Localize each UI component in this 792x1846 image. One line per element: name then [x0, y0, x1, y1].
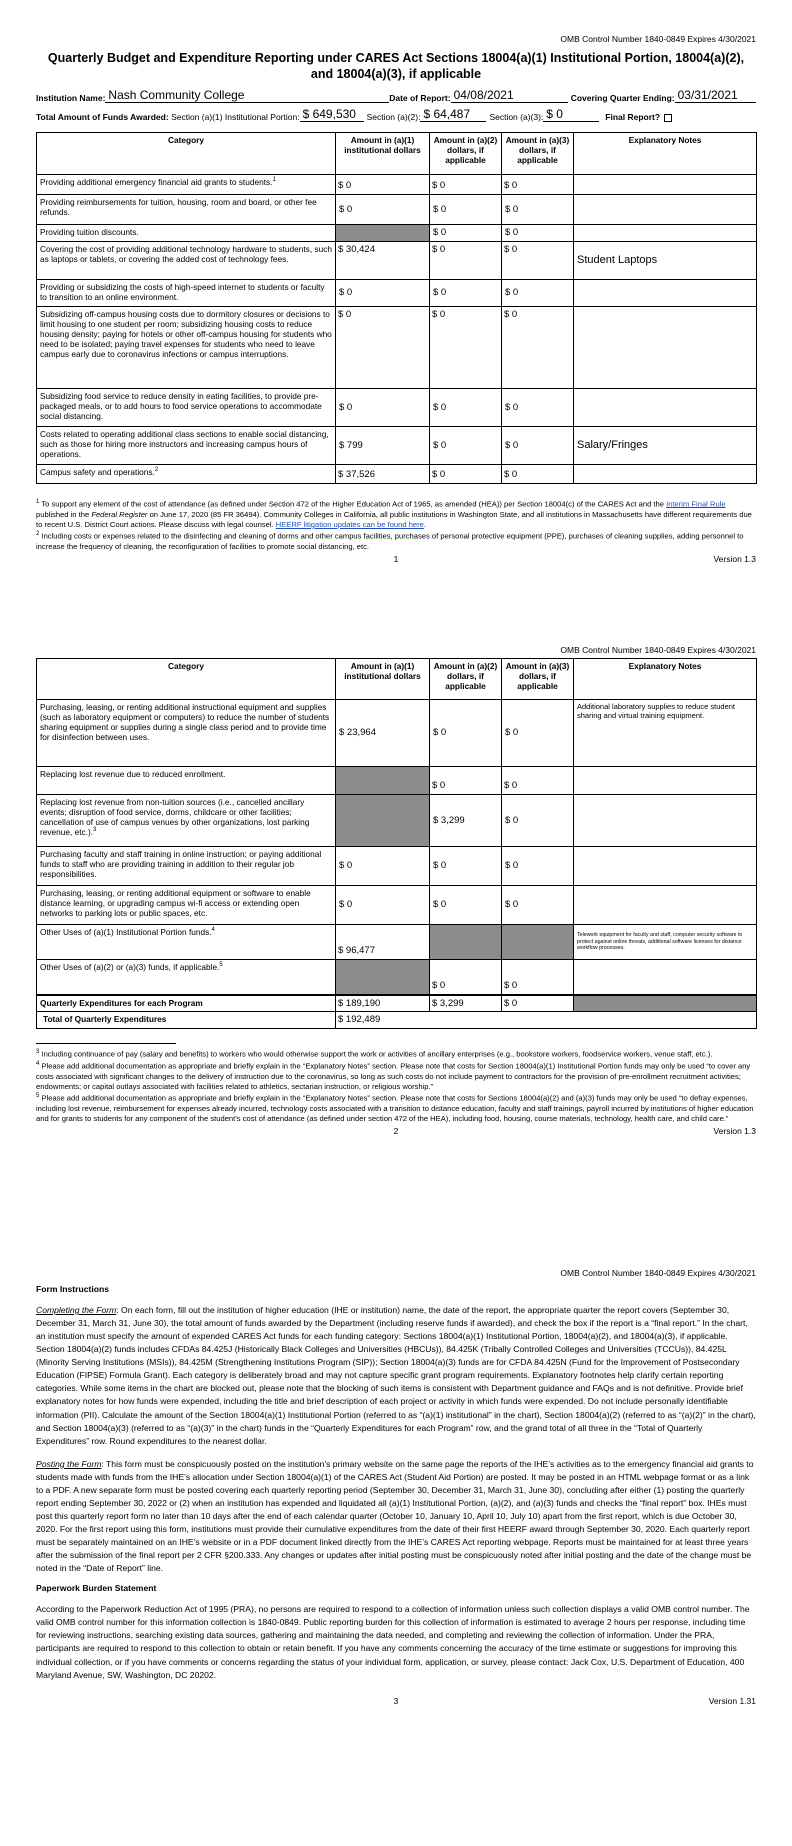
- table-row: [37, 224, 757, 241]
- program-total-a3: $ 0: [502, 995, 574, 1012]
- col-category: Category: [37, 659, 336, 700]
- a2-awarded-field[interactable]: $ 64,487: [420, 108, 486, 122]
- quarter-label: Covering Quarter Ending:: [570, 92, 675, 103]
- row-a2: $ 3,299: [430, 795, 502, 847]
- posting-form-paragraph: Posting the Form: This form must be conspicuously posted on the institution’s primary website on the same page the reports of the IHE’s activities as to the emergency financial aid grants to students made with funds from the IHE’s allocation under Section 18004(a)(1) of the CARES Act (Student Aid Portion) are posted. It may be posted in an HTML webpage format or as a link to a PDF. A new separate form must be posted covering each quarterly reporting period (September 30, December 31, March 31, June 30), concluding after either (1) posting the quarterly report ending September 30, 2022 or (2) when an institution has expended and liquidated all (a)(1) Institutional Portion, (a)(2), and (a)(3) funds and checks the “final report” box. IHEs must post this quarterly report form no later than 10 days after the end of each calendar quarter (October 10, January 10, April 10, July 10) apart from the first report, which is due October 30, 2020. For the first report using this form, institutions must provide their cumulative expenditures from the date of their first HEERF award through September 30, 2020. Each quarterly report must be separately maintained on an IHE’s website or in a PDF document linked directly from the IHE’s CARES Act reporting webpage. Reports must be maintained for at least three years after the submission of the final report per 2 CFR §200.333. Any changes or updates after initial posting must be conspicuously noted after initial posting and the date of the change must be noted in the “Date of Report” line.: [36, 1458, 754, 1574]
- row-category: Purchasing, leasing, or renting additional equipment or software to enable distance learning, or upgrading campus wi-fi access or extending open networks to parking lots or public spaces, etc.: [37, 886, 336, 925]
- row-a3: $ 0: [502, 306, 574, 388]
- row-category: Campus safety and operations.$^2$: [37, 464, 336, 483]
- institution-row: [36, 89, 756, 103]
- row-a3: $ 0: [502, 847, 574, 886]
- page1-footer: [36, 554, 756, 568]
- page-1: [0, 0, 792, 590]
- row-a2-blocked: [430, 925, 502, 960]
- expenditure-table-page2: [36, 658, 757, 1029]
- row-a3: $ 0: [502, 886, 574, 925]
- row-a2: $ 0: [430, 960, 502, 995]
- row-a2: $ 0: [430, 426, 502, 464]
- row-category: Replacing lost revenue due to reduced enrollment.: [37, 767, 336, 795]
- program-total-label: Quarterly Expenditures for each Program: [37, 995, 336, 1012]
- row-category: Covering the cost of providing additional technology hardware to students, such as laptops or tablets, or covering the added cost of technology fees.: [37, 241, 336, 279]
- page-number: 2: [393, 1126, 399, 1137]
- row-category: Subsidizing food service to reduce density in eating facilities, to provide pre-packaged meals, or to add hours to food service operations to accommodate social distancing.: [37, 388, 336, 426]
- row-a3: $ 0: [502, 795, 574, 847]
- row-note: Salary/Fringes: [574, 426, 757, 464]
- row-note: [574, 306, 757, 388]
- table-row: [37, 886, 757, 925]
- form-title: Quarterly Budget and Expenditure Reporting under CARES Act Sections 18004(a)(1) Institutional Portion, 18004(a)(2), and 18004(a)(3), if applicable: [47, 51, 745, 82]
- footnote-1: $^1$ To support any element of the cost of attendance (as defined under Section 472 of the Higher Education Act of 1965, as amended (HEA)) per Section 18004(c) of the CARES Act and the Interim Final Rule published in the Federal Register on June 17, 2020 (85 FR 36494). Community Colleges in California, all public institutions in Washington State, and all institutions in Massachusetts have different requirements due to recent U.S. District Court actions. Please discuss with legal counsel. HEERF litigation updates can be found here.: [36, 498, 752, 529]
- row-a3: $ 0: [502, 426, 574, 464]
- omb-control-number: OMB Control Number 1840-0849 Expires 4/30/2021: [560, 1268, 756, 1278]
- row-note: [574, 795, 757, 847]
- version-label: Version 1.31: [708, 1695, 756, 1706]
- row-a2: $ 0: [430, 700, 502, 767]
- row-note: [574, 224, 757, 241]
- total-funds-label: Total Amount of Funds Awarded:: [36, 111, 169, 122]
- row-a3-blocked: [502, 925, 574, 960]
- institution-name-field[interactable]: Nash Community College: [105, 89, 389, 103]
- a3-awarded-field[interactable]: $ 0: [543, 108, 599, 122]
- table-row: [37, 388, 757, 426]
- row-a1: $ 799: [336, 426, 430, 464]
- posting-form-label: Posting the Form: [36, 1458, 102, 1469]
- row-a2: $ 0: [430, 224, 502, 241]
- row-a1: $ 96,477: [336, 925, 430, 960]
- col-notes: Explanatory Notes: [574, 659, 757, 700]
- row-note: Telework equipment for faculty and staff, computer security software to protect against online threats, additional software licenses for distance workflow processes.: [574, 925, 757, 960]
- table-header-row: [37, 659, 757, 700]
- row-category: Purchasing faculty and staff training in online instruction; or paying additional funds to staff who are providing training in addition to their regular job responsibilities.: [37, 847, 336, 886]
- row-category: Providing or subsidizing the costs of high-speed internet to students or faculty to transition to an online environment.: [37, 279, 336, 306]
- row-a1: $ 0: [336, 279, 430, 306]
- row-category: Providing reimbursements for tuition, housing, room and board, or other fee refunds.: [37, 194, 336, 224]
- footnote-5: $^5$ Please add additional documentation as appropriate and briefly explain in the “Explanatory Notes” section. Please note that costs for Sections 18004(a)(2) and (a)(3) funds may only be used “to defray expenses, including lost revenue, reimbursement for expenses already incurred, technology costs associated with a transition to distance education, faculty and staff trainings, payroll incurred by institutions of higher education and for grants to students for any component of the student’s cost of attendance (as defined under section 472 of the HEA), including food, housing, course materials, technology, health care, and child care.”: [36, 1093, 754, 1124]
- col-a1: Amount in (a)(1) institutional dollars: [336, 659, 430, 700]
- row-note: [574, 388, 757, 426]
- row-a1-blocked: [336, 795, 430, 847]
- row-a1: $ 0: [336, 886, 430, 925]
- row-a3: $ 0: [502, 241, 574, 279]
- col-a1: Amount in (a)(1) institutional dollars: [336, 132, 430, 174]
- date-label: Date of Report:: [389, 92, 451, 103]
- table-row: [37, 700, 757, 767]
- row-a3: $ 0: [502, 224, 574, 241]
- version-label: Version 1.3: [713, 554, 756, 565]
- col-a3: Amount in (a)(3) dollars, if applicable: [502, 132, 574, 174]
- page3-footer: [36, 1696, 756, 1710]
- page-number: 3: [393, 1695, 399, 1706]
- row-a2: $ 0: [430, 279, 502, 306]
- row-a1: $ 0: [336, 847, 430, 886]
- col-a3: Amount in (a)(3) dollars, if applicable: [502, 659, 574, 700]
- row-category: Subsidizing off-campus housing costs due to dormitory closures or decisions to limit housing to one student per room; subsidizing housing costs to reduce housing density; paying for hotels or other off-campus housing for students who need to be isolated; paying travel expenses for students who need to leave campus early due to coronavirus infections or campus interruptions.: [37, 306, 336, 388]
- table-row: [37, 960, 757, 995]
- table-row: [37, 174, 757, 194]
- col-a2: Amount in (a)(2) dollars, if applicable: [430, 659, 502, 700]
- row-a1: $ 37,526: [336, 464, 430, 483]
- program-total-a1: $ 189,190: [336, 995, 430, 1012]
- row-category: Other Uses of (a)(1) Institutional Portion funds.$^4$: [37, 925, 336, 960]
- grand-total-value: $ 192,489: [336, 1012, 757, 1029]
- row-a2: $ 0: [430, 464, 502, 483]
- page-2: [0, 590, 792, 1218]
- page2-footer: [36, 1126, 756, 1140]
- completing-form-paragraph: Completing the Form: On each form, fill out the institution of higher education (IHE or institution) name, the date of the report, the appropriate quarter the report covers (September 30, December 31, March 31, June 30), the total amount of funds awarded by the Department (including reserve funds if awarded), and check the box if the report is a “final report.” In the chart, an institution must specify the amount of expended CARES Act funds for each funding category: Sections 18004(a)(1) Institutional Portion, 18004(a)(2), and 18004(a)(3), if applicable. Section 18004(a)(2) funds includes CFDAs 84.425J (Historically Black Colleges and Universities (HBCUs)), 84.425K (Tribally Controlled Colleges and Universities (TCCUs)), 84.425L (Minority Serving Institutions (MSIs)), 84.425M (Strengthening Institutions Program (SIP)); Section 18004(a)(3) funds are for CFDA 84.425N (Fund for the Improvement of Postsecondary Education (FIPSE) Formula Grant). Each category is deliberately broad and may not capture specific grant program requirements. Explanatory footnotes help clarify certain reporting categories. While some items in the chart are blocked out, please note that the blocking of such items is consistent with Department guidance and FAQs and is not definitive. Provide brief explanatory notes for how funds were expended, including the title and brief description of each project or activity in which funds were expended. Do not include personally identifiable information (PII). Calculate the amount of the Section 18004(a)(1) Institutional Portion (referred to as “(a)(1) institutional” in the chart), Section 18004(a)(2) (referred to as “(a)(2)” in the chart), and Section 18004(a)(3) (referred to as “(a)(3)” in the chart) funds in the “Quarterly Expenditures for each Program” row, and the grand total of all three in the “Total of Quarterly Expenditures” row. Round expenditures to the nearest dollar.: [36, 1305, 756, 1446]
- row-note: [574, 279, 757, 306]
- omb-control-number: OMB Control Number 1840-0849 Expires 4/30/2021: [560, 645, 756, 655]
- table-row: [37, 306, 757, 388]
- row-a2: $ 0: [430, 194, 502, 224]
- row-a2: $ 0: [430, 886, 502, 925]
- final-report-label: Final Report?: [605, 111, 661, 122]
- row-a3: $ 0: [502, 174, 574, 194]
- row-a2: $ 0: [430, 767, 502, 795]
- table-row: [37, 847, 757, 886]
- expenditure-table-page1: [36, 132, 757, 484]
- grand-total-label: Total of Quarterly Expenditures: [37, 1012, 336, 1029]
- footnote-4: $^4$ Please add additional documentation as appropriate and briefly explain in the “Explanatory Notes” section. Please note that costs for Section 18004(a)(1) Institutional Portion funds may only be used “to cover any costs associated with significant changes to the delivery of instruction due to the coronavirus, so long as such costs do not include payment to contractors for the provision of pre-enrollment recruitment activities; endowments; or capital outlays associated with facilities related to athletics, sectarian instruction, or religious worship.”: [36, 1060, 751, 1091]
- row-a1: $ 0: [336, 194, 430, 224]
- row-note: Additional laboratory supplies to reduce student sharing and virtual training equipment.: [574, 700, 757, 767]
- row-a1-blocked: [336, 224, 430, 241]
- table-row: [37, 426, 757, 464]
- page-number: 1: [393, 554, 399, 565]
- row-a2: $ 0: [430, 847, 502, 886]
- a2-label: Section (a)(2):: [366, 111, 421, 122]
- table-row: [37, 279, 757, 306]
- table-row: [37, 767, 757, 795]
- table-row: [37, 795, 757, 847]
- row-a1: $ 0: [336, 174, 430, 194]
- row-a1-blocked: [336, 960, 430, 995]
- row-category: Providing additional emergency financial aid grants to students.$^1$: [37, 174, 336, 194]
- quarterly-program-row: [37, 995, 757, 1012]
- col-a2: Amount in (a)(2) dollars, if applicable: [430, 132, 502, 174]
- row-a2: $ 0: [430, 174, 502, 194]
- row-note: [574, 960, 757, 995]
- col-notes: Explanatory Notes: [574, 132, 757, 174]
- row-category: Costs related to operating additional class sections to enable social distancing, such as those for hiring more instructors and increasing campus hours of operations.: [37, 426, 336, 464]
- row-a1: $ 0: [336, 388, 430, 426]
- version-label: Version 1.3: [713, 1126, 756, 1137]
- row-category: Providing tuition discounts.: [37, 224, 336, 241]
- quarter-ending-field[interactable]: 03/31/2021: [675, 89, 756, 103]
- row-a1: $ 0: [336, 306, 430, 388]
- row-note: [574, 886, 757, 925]
- a3-label: Section (a)(3):: [489, 111, 544, 122]
- page2-footnotes: [36, 1048, 756, 1124]
- row-note: [574, 174, 757, 194]
- row-a3: $ 0: [502, 700, 574, 767]
- institution-label: Institution Name:: [36, 92, 106, 103]
- table-row: [37, 241, 757, 279]
- row-category: Purchasing, leasing, or renting additional instructional equipment and supplies (such as laboratory equipment or computers) to reduce the number of students sharing equipment or supplies during a single class period and to provide time for disinfection between uses.: [37, 700, 336, 767]
- burden-heading: Paperwork Burden Statement: [36, 1583, 157, 1594]
- footnote-3: $^3$ Including continuance of pay (salary and benefits) to workers who would otherwise support the work or activities of ancillary enterprises (e.g., bookstore workers, foodservice workers, venue staff, etc.).: [36, 1049, 713, 1059]
- row-note: [574, 767, 757, 795]
- final-report-checkbox[interactable]: [664, 114, 672, 122]
- completing-form-label: Completing the Form: [36, 1305, 117, 1315]
- program-total-notes-blocked: [574, 995, 757, 1012]
- a1-label: Section (a)(1) Institutional Portion:: [171, 111, 300, 122]
- footnote-divider: [36, 1043, 176, 1044]
- row-a3: $ 0: [502, 464, 574, 483]
- col-category: Category: [37, 132, 336, 174]
- program-total-a2: $ 3,299: [430, 995, 502, 1012]
- row-a1: $ 23,964: [336, 700, 430, 767]
- burden-paragraph: According to the Paperwork Reduction Act of 1995 (PRA), no persons are required to respond to a collection of information unless such collection displays a valid OMB control number. The valid OMB control number for this information collection is 1840-0849. Public reporting burden for this collection of information is estimated to average 2 hours per response, including time for reviewing instructions, searching existing data sources, gathering and maintaining the data needed, and completing and reviewing the collection of information. Under the PRA, participants are required to respond to this collection to obtain or retain benefit. If you have any comments concerning the accuracy of the time estimate or suggestions for improving this individual collection, or if you have comments or concerns regarding the status of your individual form, application, or survey, please contact: Jack Cox, U.S. Department of Education, 400 Maryland Avenue, SW, Washington, DC 20202.: [36, 1604, 750, 1680]
- footnote-2: $^2$ Including costs or expenses related to the disinfecting and cleaning of dorms and other campus facilities, purchases of personal protective equipment (PPE), purchases of cleaning supplies, adding personnel to increase the frequency of cleaning, the reconfiguration of facilities to promote social distancing, etc.: [36, 531, 744, 551]
- table-header-row: [37, 132, 757, 174]
- row-a2: $ 0: [430, 388, 502, 426]
- row-a3: $ 0: [502, 960, 574, 995]
- row-category: Replacing lost revenue from non-tuition sources (i.e., cancelled ancillary events; disruption of food service, dorms, childcare or other facilities; cancellation of use of campus venues by other organizations, lost parking revenue, etc.).$^3$: [37, 795, 336, 847]
- row-a3: $ 0: [502, 194, 574, 224]
- table-row: [37, 194, 757, 224]
- row-note: Student Laptops: [574, 241, 757, 279]
- page1-footnotes: [36, 498, 756, 552]
- table-row: [37, 464, 757, 483]
- table-row: [37, 925, 757, 960]
- row-note: [574, 464, 757, 483]
- row-a1: $ 30,424: [336, 241, 430, 279]
- date-of-report-field[interactable]: 04/08/2021: [451, 89, 568, 103]
- heerf-litigation-link[interactable]: HEERF litigation updates can be found here: [275, 519, 424, 529]
- funds-row: [36, 108, 756, 122]
- row-a1-blocked: [336, 767, 430, 795]
- a1-awarded-field[interactable]: $ 649,530: [300, 108, 364, 122]
- row-note: [574, 194, 757, 224]
- row-note: [574, 847, 757, 886]
- row-a2: $ 0: [430, 241, 502, 279]
- interim-final-rule-link[interactable]: Interim Final Rule: [666, 499, 726, 509]
- row-a3: $ 0: [502, 767, 574, 795]
- form-instructions-heading: Form Instructions: [36, 1284, 110, 1294]
- row-a2: $ 0: [430, 306, 502, 388]
- row-a3: $ 0: [502, 279, 574, 306]
- row-category: Other Uses of (a)(2) or (a)(3) funds, if applicable.$^5$: [37, 960, 336, 995]
- row-a3: $ 0: [502, 388, 574, 426]
- omb-control-number: OMB Control Number 1840-0849 Expires 4/30/2021: [560, 34, 756, 44]
- page-3: [0, 1218, 792, 1846]
- grand-total-row: [37, 1012, 757, 1029]
